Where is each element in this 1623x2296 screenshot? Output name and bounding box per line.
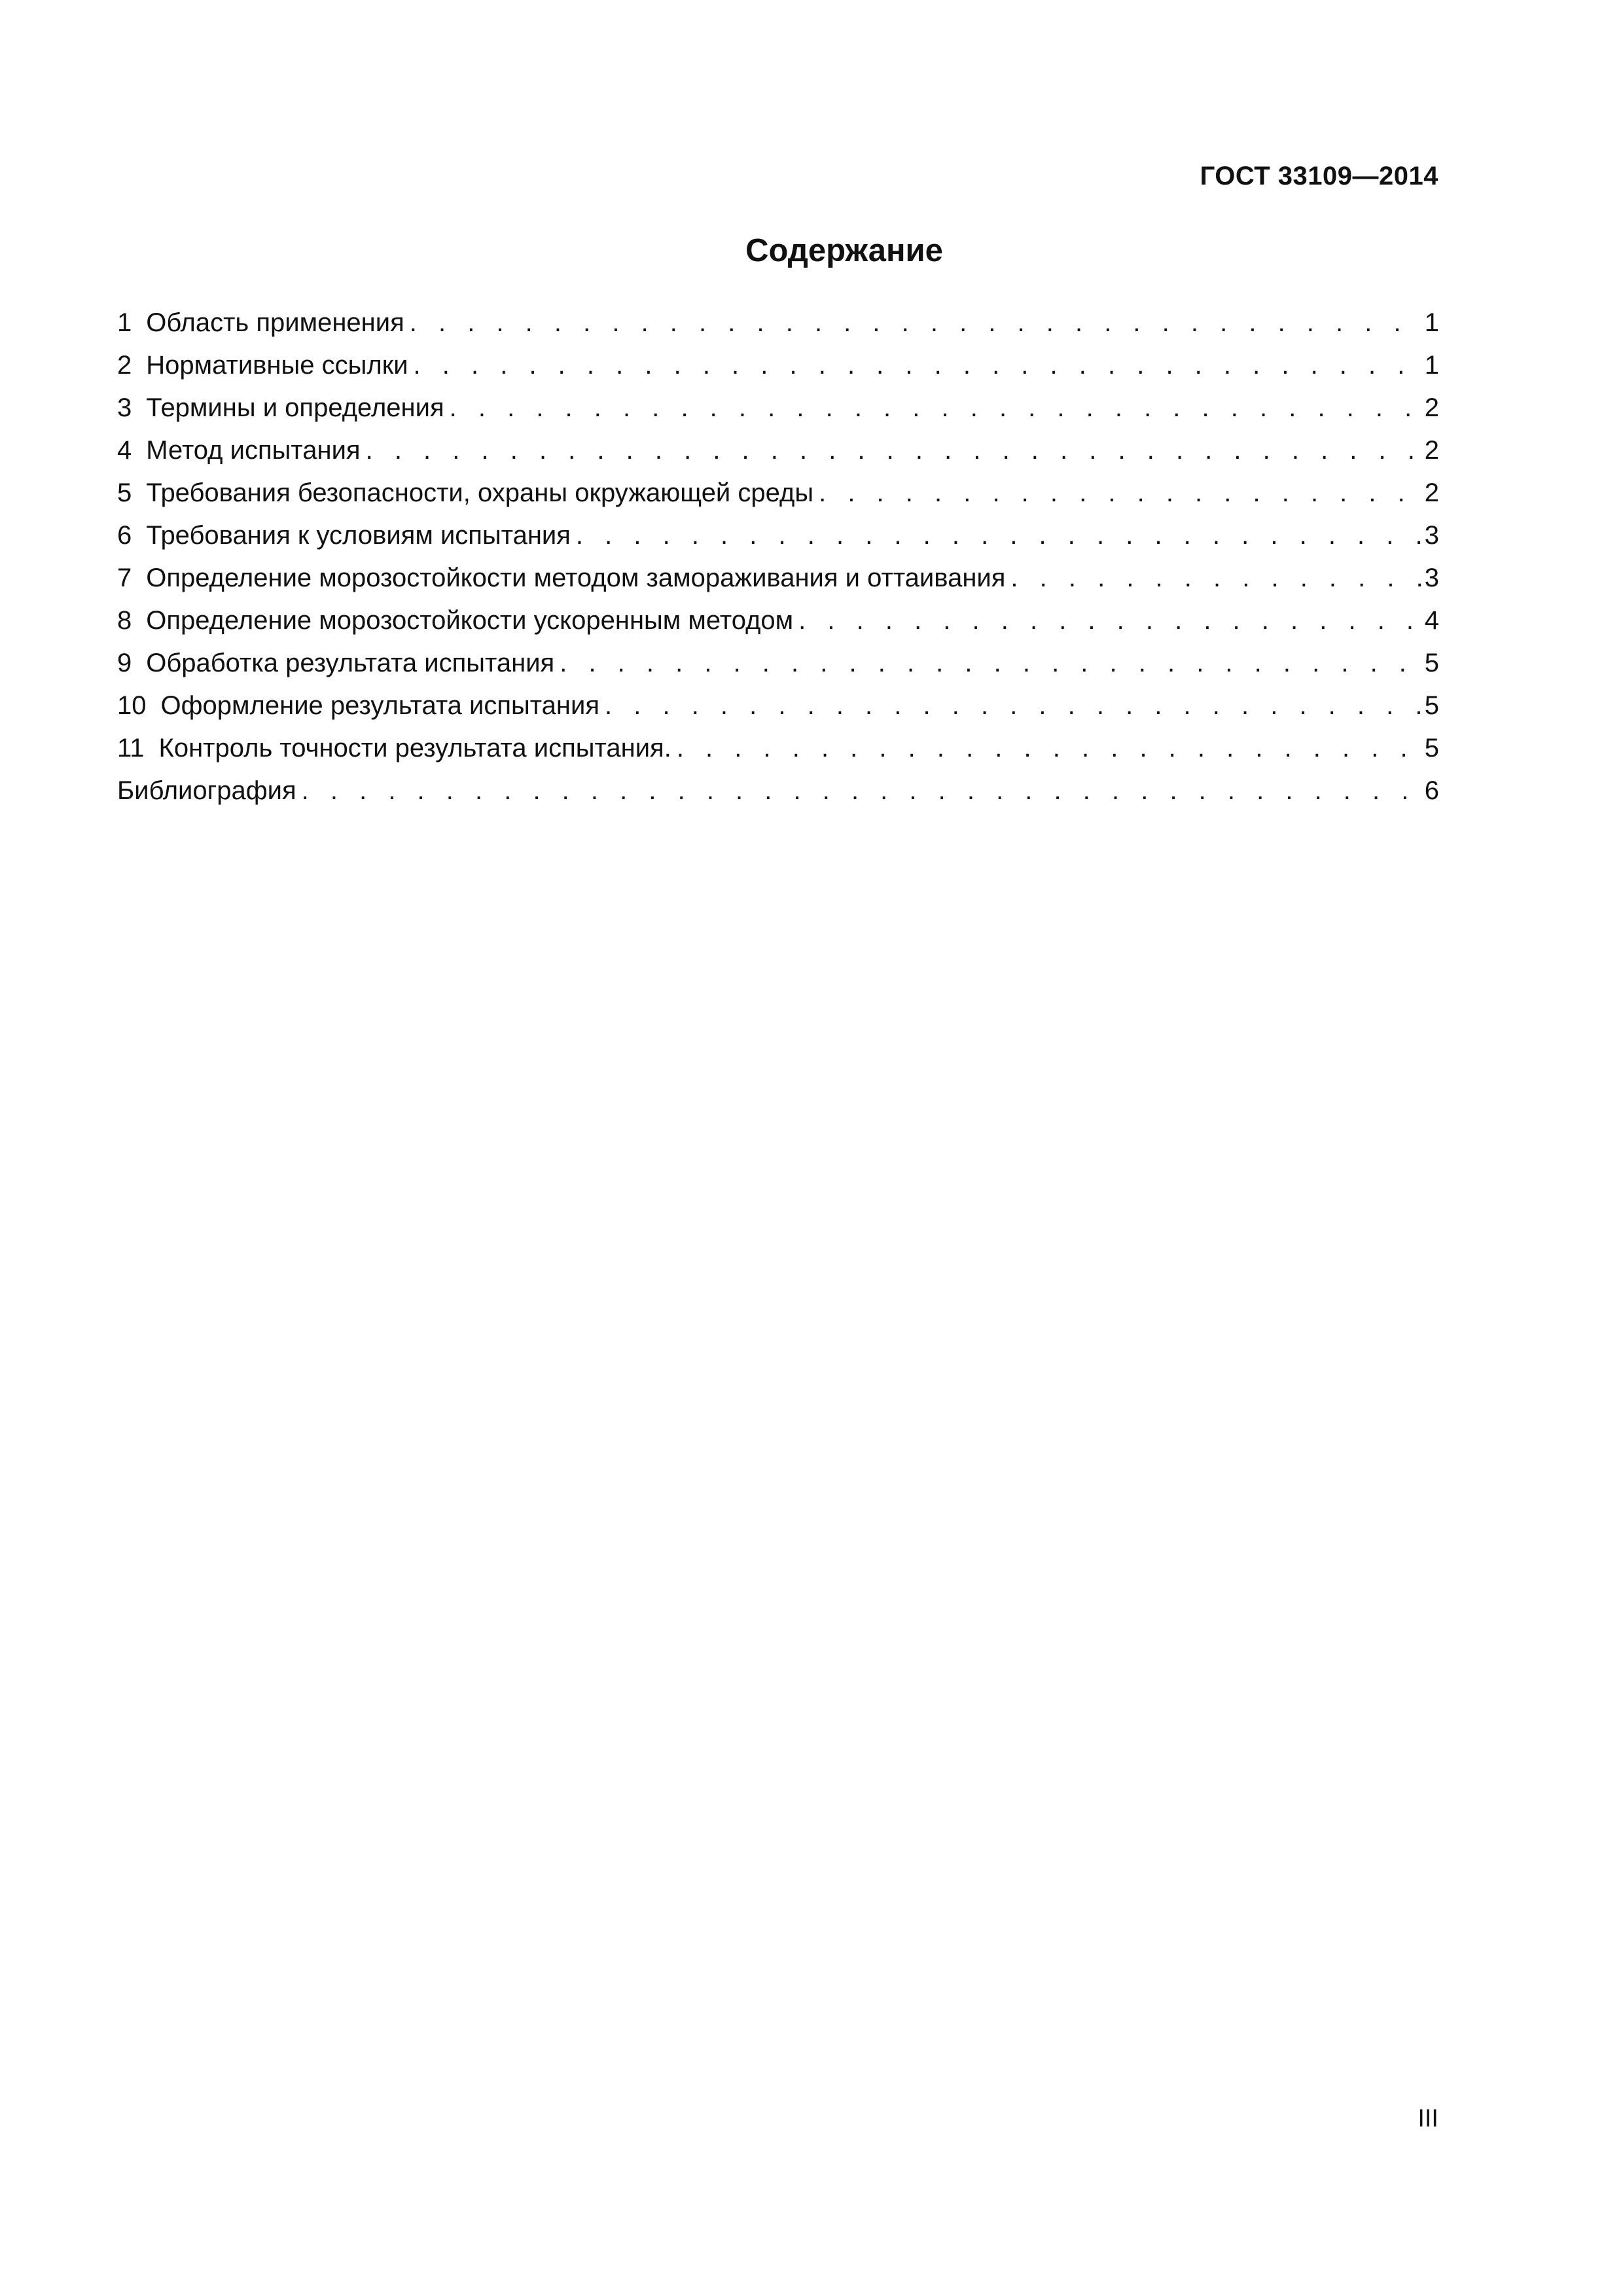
toc-item-number: 10 [117,691,147,720]
toc-item-number: 9 [117,649,132,677]
toc-item-page: 4 [1424,606,1439,635]
toc-item-title: Контроль точности результата испытания. [158,734,671,762]
toc-item-page: 2 [1424,478,1439,507]
toc-item-page: 3 [1424,564,1439,592]
toc-item[interactable] [117,514,1439,557]
toc-item-number: 5 [117,478,132,507]
toc-title: Содержание [745,233,943,268]
toc-item-page: 2 [1424,436,1439,465]
toc-item[interactable] [117,429,1439,472]
toc-dot-leader [677,727,1421,770]
toc-item-title: Нормативные ссылки [146,351,408,380]
toc-item-page: 1 [1424,351,1439,380]
toc-dot-leader [819,472,1421,514]
toc-item-title: Требования к условиям испытания [146,521,571,550]
toc-item[interactable] [117,642,1439,685]
toc-dot-leader [450,387,1421,429]
toc-dot-leader [605,685,1421,727]
toc-item-page: 3 [1424,521,1439,550]
toc-item[interactable] [117,557,1439,600]
toc-item-number: 6 [117,521,132,550]
toc-item-title: Область применения [146,308,404,337]
toc-dot-leader [366,429,1421,472]
toc-dot-leader [414,344,1421,387]
toc-item-page: 6 [1424,776,1439,805]
toc-dot-leader [1010,557,1420,600]
toc-item-page: 5 [1424,649,1439,677]
toc-item-number: 3 [117,393,132,422]
toc-item[interactable] [117,685,1439,727]
document-code: ГОСТ 33109—2014 [1200,162,1438,190]
toc-item-number: 1 [117,308,132,337]
toc-item-title: Требования безопасности, охраны окружающей среды [146,478,814,507]
toc-dot-leader [410,302,1421,344]
toc-item-bibliography[interactable] [117,770,1439,812]
toc-item-title: Обработка результата испытания [146,649,555,677]
toc-item[interactable] [117,472,1439,514]
toc-item-number: 4 [117,436,132,465]
toc-item[interactable] [117,344,1439,387]
toc-dot-leader [798,600,1421,642]
toc-item-number: 2 [117,351,132,380]
toc-item-title: Определение морозостойкости ускоренным методом [146,606,794,635]
toc-item-page: 5 [1424,691,1439,720]
toc-item-title: Определение морозостойкости методом замораживания и оттаивания [146,564,1006,592]
toc-item-page: 2 [1424,393,1439,422]
toc-item[interactable] [117,387,1439,429]
toc-dot-leader [560,642,1421,685]
toc-item-title: Библиография [117,776,296,805]
page-number: III [1418,2105,1438,2132]
toc-item[interactable] [117,600,1439,642]
toc-item-number: 7 [117,564,132,592]
toc-item-title: Оформление результата испытания [160,691,600,720]
toc-list [117,302,1439,812]
toc-item-title: Метод испытания [146,436,361,465]
toc-item-title: Термины и определения [146,393,444,422]
toc-item-page: 1 [1424,308,1439,337]
toc-dot-leader [576,514,1421,557]
toc-item[interactable] [117,727,1439,770]
toc-item-page: 5 [1424,734,1439,762]
toc-item-number: 8 [117,606,132,635]
toc-item[interactable] [117,302,1439,344]
toc-dot-leader [302,770,1421,812]
toc-item-number: 11 [117,734,145,762]
